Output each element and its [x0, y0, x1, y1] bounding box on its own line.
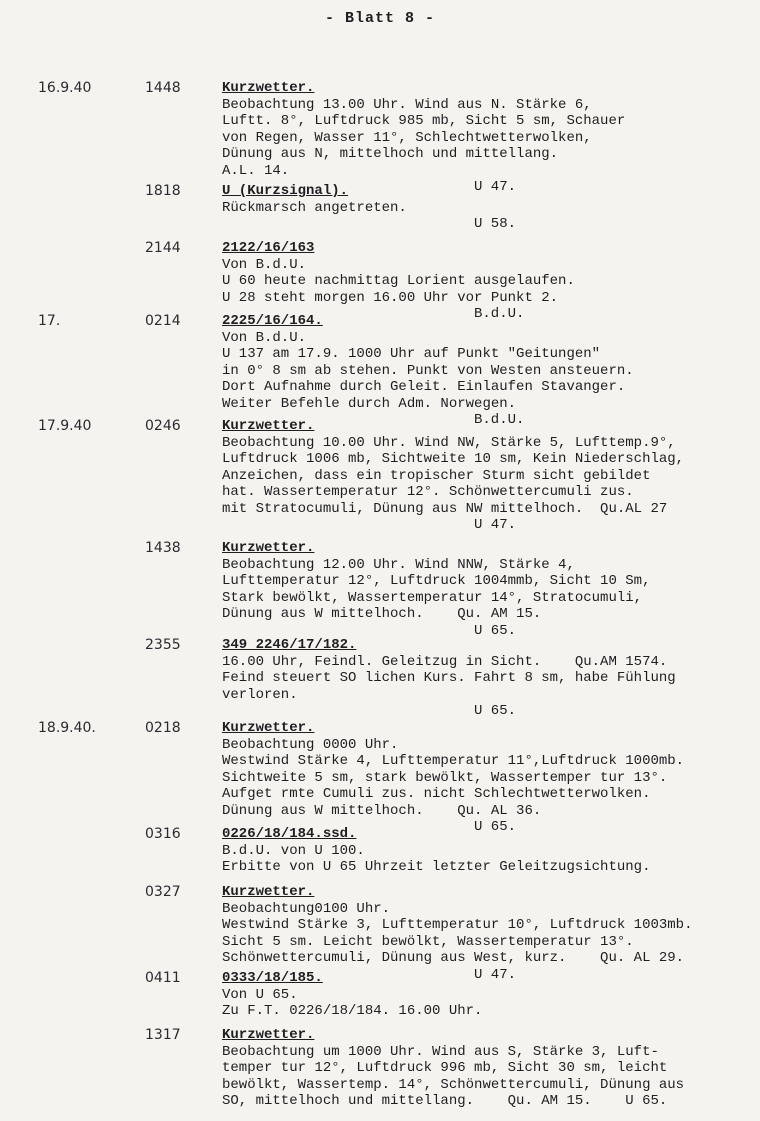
entry-body — [222, 884, 752, 983]
entry-time: 1448 — [145, 80, 181, 96]
entry-line: Sichtweite 5 sm, stark bewölkt, Wassertemper tur 13°. — [222, 769, 668, 786]
entry-line: hat. Wassertemperatur 12°. Schönwettercumuli zus. — [222, 484, 634, 500]
entry-body — [222, 540, 752, 639]
entry-line: Beobachtung 13.00 Uhr. Wind aus N. Stärke 6, — [222, 96, 592, 113]
entry-line: in 0° 8 sm ab stehen. Punkt von Westen ansteuern. — [222, 362, 634, 379]
entry-line: Erbitte von U 65 Uhrzeit letzter Geleitzugsichtung. — [222, 859, 651, 875]
entry-body — [222, 313, 752, 429]
entry-date: 17. — [38, 313, 61, 329]
entry-line: SO, mittelhoch und mittellang. Qu. AM 15. U 65. — [222, 1093, 668, 1109]
page-header: - Blatt 8 - — [324, 10, 436, 27]
entry-heading: 349 2246/17/182. — [222, 637, 357, 653]
entry-line: Beobachtung 12.00 Uhr. Wind NNW, Stärke 4, — [222, 556, 575, 573]
entry-line: A.L. 14. — [222, 162, 290, 179]
entry-line: Von U 65. — [222, 986, 298, 1003]
entry-time: 0218 — [145, 720, 181, 736]
entry-time: 0246 — [145, 418, 181, 434]
entry-line: Beobachtung 10.00 Uhr. Wind NW, Stärke 5, Lufttemp.9°, — [222, 434, 676, 451]
entry-signature: U 47. — [474, 966, 517, 983]
entry-signature: U 47. — [474, 179, 517, 195]
entry-line: Rückmarsch angetreten. — [222, 199, 407, 216]
entry-line: von Regen, Wasser 11°, Schlechtwetterwolken, — [222, 129, 592, 146]
entry-line: Dünung aus N, mittelhoch und mittellang. — [222, 146, 559, 162]
entry-line: Dünung aus W mittelhoch. Qu. AM 15. — [222, 606, 542, 622]
entry-body — [222, 240, 752, 323]
entry-line: Lufttemperatur 12°, Luftdruck 1004mmb, Sicht 10 Sm, — [222, 573, 651, 589]
entry-signature: U 65. — [474, 622, 517, 639]
entry-heading: Kurzwetter. — [222, 80, 315, 96]
entry-time: 1438 — [145, 540, 181, 556]
entry-line: U 60 heute nachmittag Lorient ausgelaufen. — [222, 273, 575, 289]
entry-heading: Kurzwetter. — [222, 418, 315, 434]
entry-heading: U (Kurzsignal). — [222, 183, 349, 199]
entry-time: 2355 — [145, 637, 181, 653]
entry-line: Beobachtung0100 Uhr. — [222, 900, 391, 917]
entry-time: 2144 — [145, 240, 181, 256]
entry-time: 0327 — [145, 884, 181, 900]
entry-signature: B.d.U. — [474, 412, 525, 428]
entry-date: 18.9.40. — [38, 720, 96, 736]
entry-line: Schönwettercumuli, Dünung aus West, kurz. Qu. AL 29. — [222, 950, 685, 966]
entry-heading: Kurzwetter. — [222, 884, 315, 900]
entry-line: Sicht 5 sm. Leicht bewölkt, Wassertemperatur 13°. — [222, 933, 634, 950]
entry-heading: Kurzwetter. — [222, 1027, 315, 1043]
entry-heading: 2225/16/164. — [222, 313, 323, 329]
entry-line: Zu F.T. 0226/18/184. 16.00 Uhr. — [222, 1003, 483, 1019]
entry-time: 0316 — [145, 826, 181, 842]
entry-heading: 0226/18/184.ssd. — [222, 826, 357, 842]
entry-body — [222, 80, 752, 196]
entry-line: U 28 steht morgen 16.00 Uhr vor Punkt 2. — [222, 289, 559, 306]
entry-line: Feind steuert SO lichen Kurs. Fahrt 8 sm, habe Fühlung — [222, 670, 676, 686]
entry-body — [222, 826, 752, 876]
entry-signature: U 58. — [474, 216, 517, 232]
entry-signature: B.d.U. — [474, 306, 525, 322]
entry-line: bewölkt, Wassertemp. 14°, Schönwettercumuli, Dünung aus — [222, 1076, 685, 1093]
entry-line: Anzeichen, dass ein tropischer Sturm sicht gebildet — [222, 467, 651, 484]
entry-line: mit Stratocumuli, Dünung aus NW mittelhoch. Qu.AL 27 — [222, 500, 668, 517]
entry-heading: Kurzwetter. — [222, 540, 315, 556]
entry-line: Beobachtung um 1000 Uhr. Wind aus S, Stärke 3, Luft- — [222, 1043, 659, 1060]
entry-line: temper tur 12°, Luftdruck 996 mb, Sicht 30 sm, leicht — [222, 1060, 668, 1076]
entry-time: 1818 — [145, 183, 181, 199]
entry-line: Dünung aus W mittelhoch. Qu. AL 36. — [222, 802, 542, 819]
entry-body — [222, 970, 752, 1020]
entry-line: Westwind Stärke 3, Lufttemperatur 10°, Luftdruck 1003mb. — [222, 917, 693, 933]
entry-signature: U 65. — [474, 819, 517, 835]
entry-heading: 0333/18/185. — [222, 970, 323, 986]
entry-body — [222, 720, 752, 836]
entry-line: verloren. — [222, 686, 298, 703]
entry-line: Weiter Befehle durch Adm. Norwegen. — [222, 395, 517, 412]
entry-signature: U 65. — [474, 703, 517, 719]
entry-line: Luftdruck 1006 mb, Sichtweite 10 sm, Kein Niederschlag, — [222, 451, 685, 467]
entry-heading: 2122/16/163 — [222, 240, 315, 256]
entry-body — [222, 418, 752, 534]
entry-body — [222, 637, 752, 720]
entry-line: B.d.U. von U 100. — [222, 842, 365, 859]
entry-time: 0411 — [145, 970, 181, 986]
entry-body — [222, 1027, 752, 1110]
entry-line: Stark bewölkt, Wassertemperatur 14°, Stratocumuli, — [222, 589, 643, 606]
entry-date: 17.9.40 — [38, 418, 92, 434]
entry-line: U 137 am 17.9. 1000 Uhr auf Punkt "Geitungen" — [222, 346, 601, 362]
entry-line: Beobachtung 0000 Uhr. — [222, 736, 399, 753]
entry-line: Aufget rmte Cumuli zus. nicht Schlechtwetterwolken. — [222, 786, 651, 802]
entry-line: Von B.d.U. — [222, 256, 307, 273]
entry-signature: U 47. — [474, 517, 517, 533]
entry-line: Dort Aufnahme durch Geleit. Einlaufen Stavanger. — [222, 379, 626, 395]
entry-line: Westwind Stärke 4, Lufttemperatur 11°,Luftdruck 1000mb. — [222, 753, 685, 769]
entry-line: 16.00 Uhr, Feindl. Geleitzug in Sicht. Qu.AM 1574. — [222, 653, 668, 670]
entry-time: 1317 — [145, 1027, 181, 1043]
entry-body — [222, 183, 752, 233]
entry-line: Von B.d.U. — [222, 329, 307, 346]
entry-heading: Kurzwetter. — [222, 720, 315, 736]
entry-line: Luftt. 8°, Luftdruck 985 mb, Sicht 5 sm, Schauer — [222, 113, 626, 129]
entry-time: 0214 — [145, 313, 181, 329]
entry-date: 16.9.40 — [38, 80, 92, 96]
